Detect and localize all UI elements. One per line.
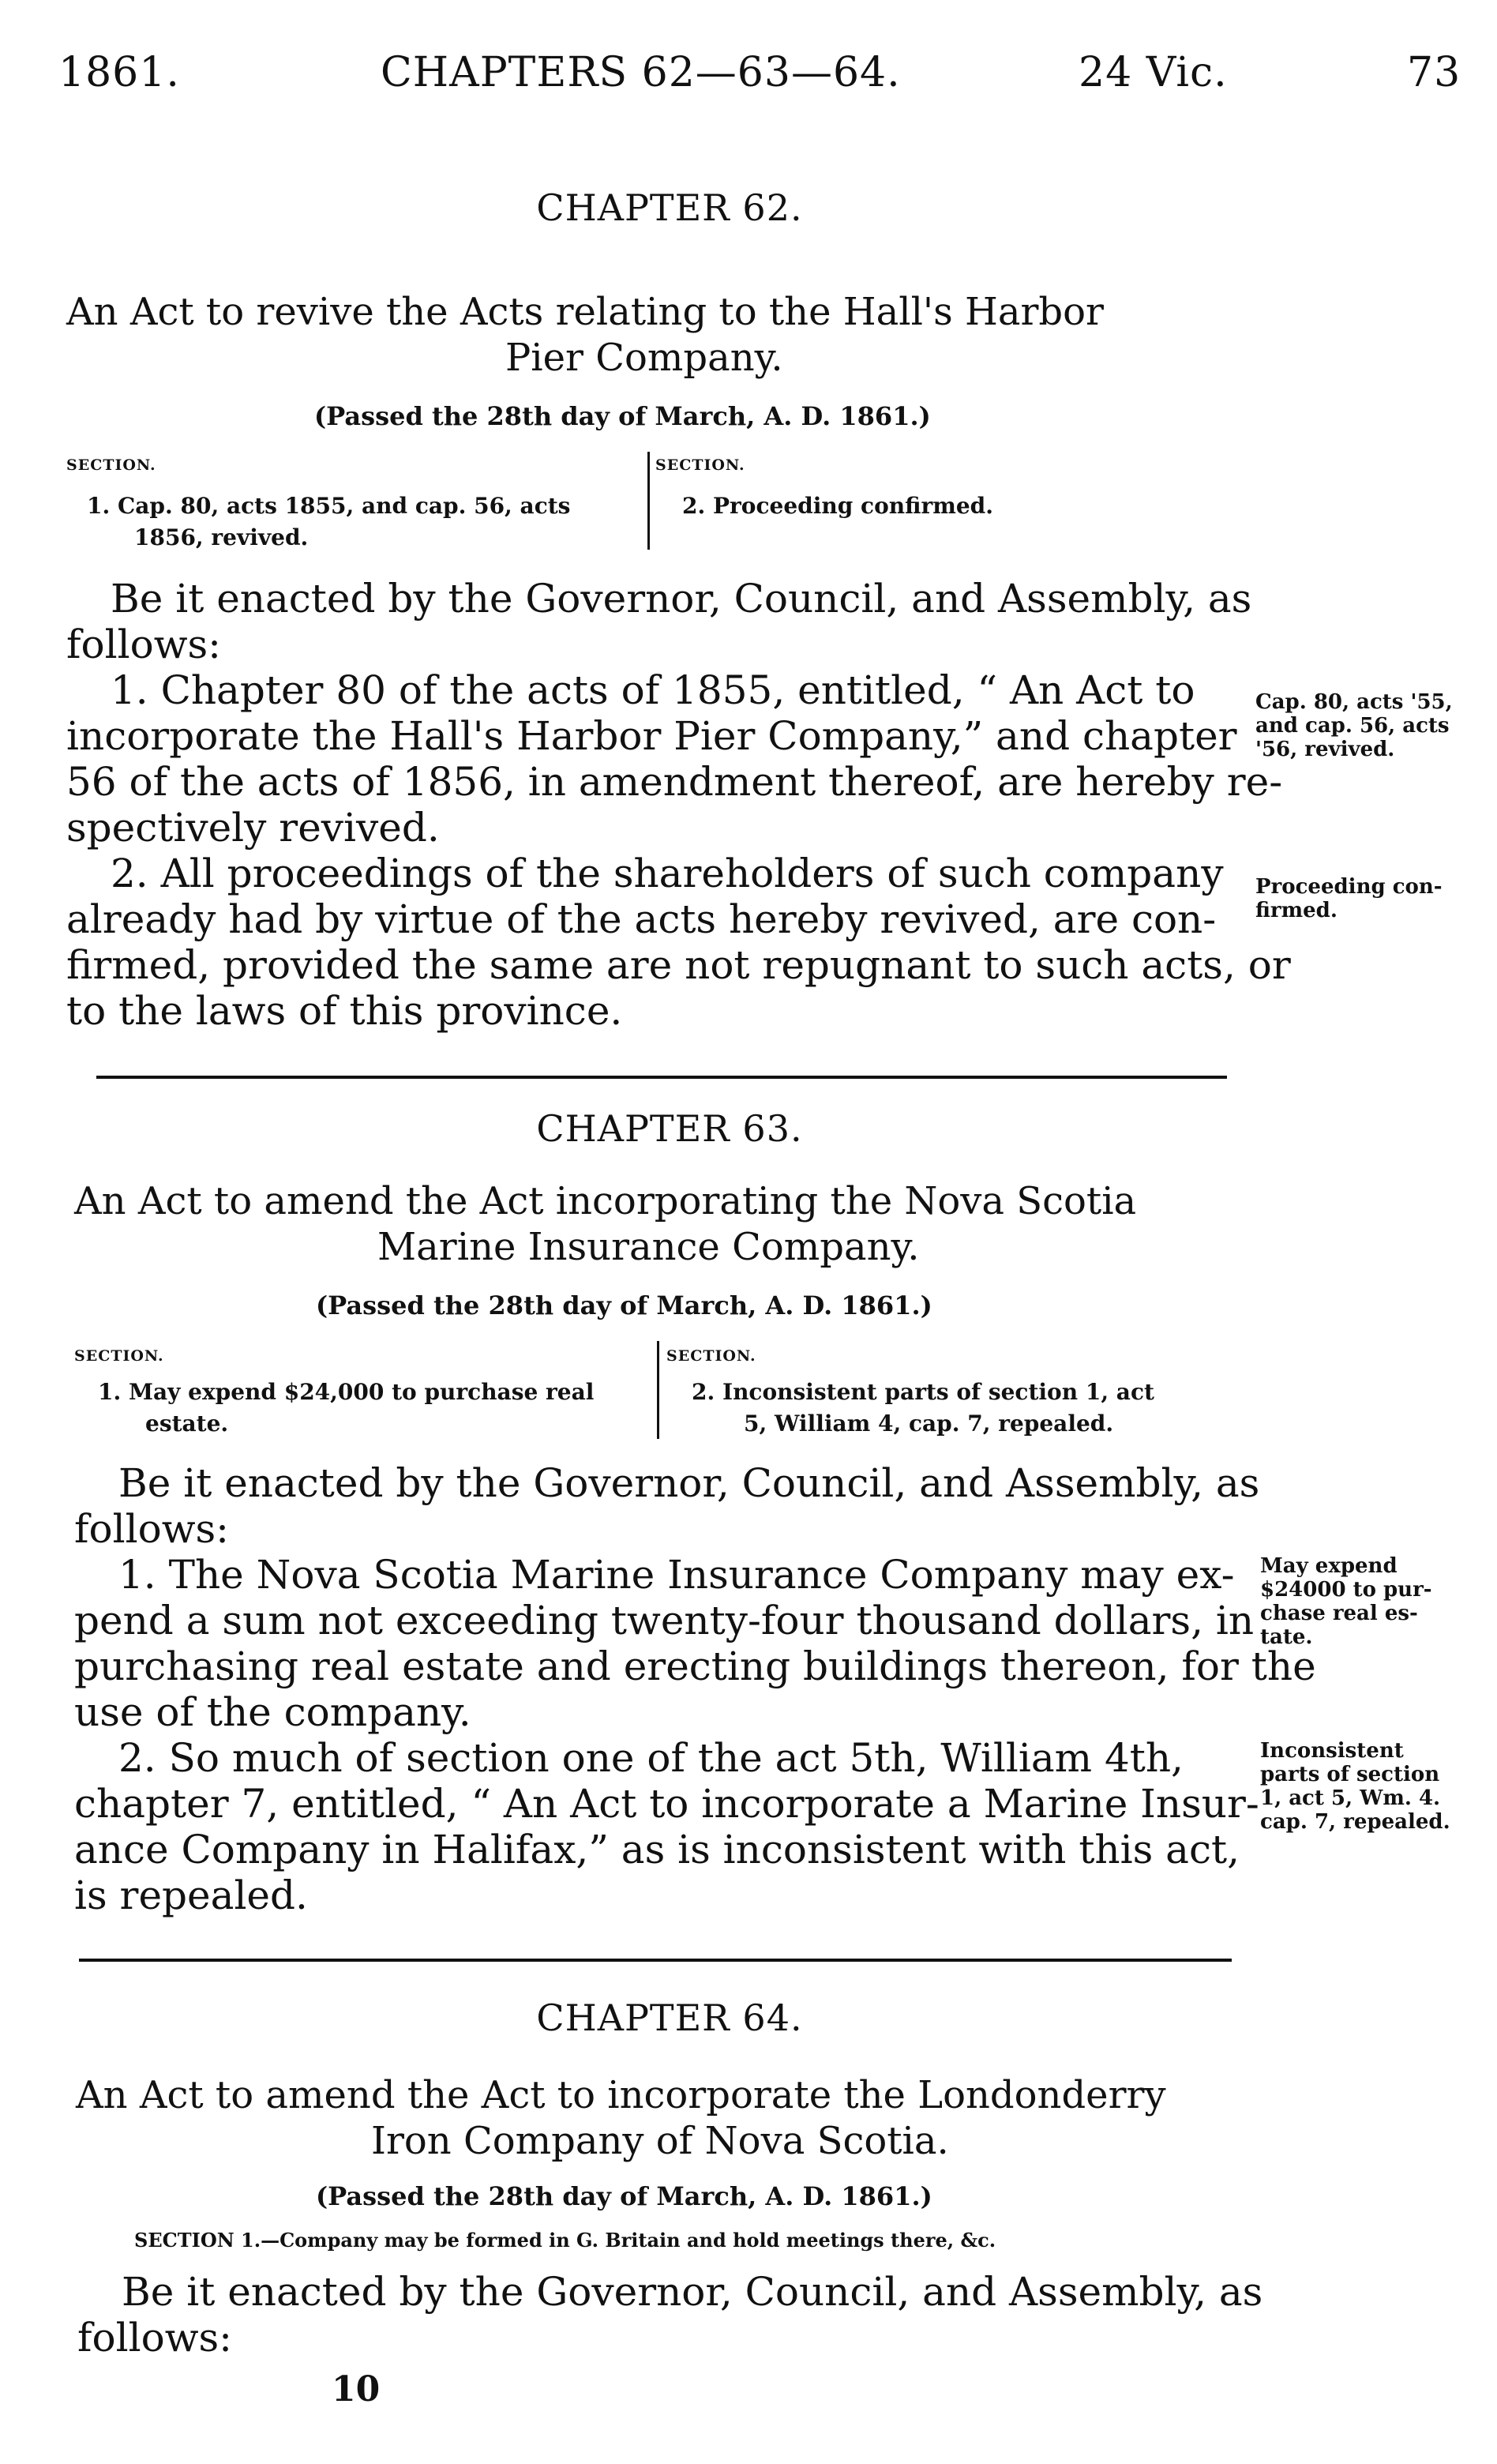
chapter-63-section-left-head: SECTION. [74, 1347, 164, 1365]
chapter-divider-rule [79, 1959, 1232, 1962]
chapter-63-body-line: follows: [74, 1506, 229, 1552]
chapter-63-section-2-line2: 5, William 4, cap. 7, repealed. [744, 1410, 1114, 1437]
chapter-64-body-line: Be it enacted by the Governor, Council, and Assembly, as [122, 2269, 1263, 2315]
chapter-62-section-right-head: SECTION. [655, 456, 745, 474]
chapter-62-body-line: Be it enacted by the Governor, Council, and Assembly, as [111, 576, 1252, 622]
chapter-63-title-line1: An Act to amend the Act incorporating the Nova Scotia [74, 1179, 1137, 1223]
header-reign: 24 Vic. [1079, 49, 1228, 96]
chapter-62-heading: CHAPTER 62. [536, 186, 803, 229]
chapter-62-section-left-head: SECTION. [66, 456, 156, 474]
chapter-62-title-line1: An Act to revive the Acts relating to the Hall's Harbor [66, 290, 1104, 334]
chapter-64-heading: CHAPTER 64. [536, 1996, 803, 2039]
header-chapters: CHAPTERS 62—63—64. [381, 49, 901, 96]
chapter-62-body-line: already had by virtue of the acts hereby revived, are con- [66, 896, 1217, 942]
chapter-63-title-line2: Marine Insurance Company. [377, 1225, 920, 1269]
chapter-63-body-line: is repealed. [74, 1872, 308, 1918]
chapter-62-section-1-line2: 1856, revived. [134, 524, 309, 550]
chapter-62-body-line: to the laws of this province. [66, 988, 623, 1034]
chapter-63-marginal-note-1: May expend $24000 to pur- chase real es- tate. [1260, 1554, 1432, 1649]
chapter-62-body-line: incorporate the Hall's Harbor Pier Company,” and chapter [66, 713, 1237, 759]
chapter-64-title-line1: An Act to amend the Act to incorporate the Londonderry [76, 2073, 1166, 2117]
chapter-62-title-line2: Pier Company. [505, 336, 783, 380]
chapter-63-section-right-head: SECTION. [666, 1347, 756, 1365]
header-year: 1861. [58, 49, 180, 96]
section-divider [657, 1341, 659, 1439]
chapter-62-body-line: 56 of the acts of 1856, in amendment thereof, are hereby re- [66, 759, 1283, 805]
chapter-63-body-line: 1. The Nova Scotia Marine Insurance Company may ex- [118, 1552, 1235, 1598]
chapter-63-body-line: purchasing real estate and erecting buildings thereon, for the [74, 1643, 1316, 1689]
page-number: 73 [1407, 49, 1461, 96]
chapter-63-marginal-note-2: Inconsistent parts of section 1, act 5, Wm. 4. cap. 7, repealed. [1260, 1739, 1450, 1834]
chapter-63-body-line: Be it enacted by the Governor, Council, and Assembly, as [118, 1460, 1260, 1506]
chapter-63-body-line: use of the company. [74, 1689, 471, 1735]
chapter-64-section-note: SECTION 1.—Company may be formed in G. Britain and hold meetings there, &c. [134, 2229, 996, 2252]
chapter-62-marginal-note-2: Proceeding con- firmed. [1255, 875, 1443, 922]
chapter-63-section-1-line2: estate. [145, 1410, 229, 1437]
chapter-64-title-line2: Iron Company of Nova Scotia. [371, 2119, 949, 2163]
chapter-63-body-line: ance Company in Halifax,” as is inconsistent with this act, [74, 1827, 1240, 1872]
chapter-63-body-line: pend a sum not exceeding twenty-four thousand dollars, in [74, 1598, 1255, 1643]
chapter-divider-rule [96, 1076, 1227, 1079]
chapter-64-body-line: follows: [77, 2315, 232, 2361]
chapter-62-body-line: follows: [66, 622, 221, 667]
chapter-63-body-line: chapter 7, entitled, “ An Act to incorporate a Marine Insur- [74, 1781, 1259, 1827]
chapter-63-section-1-line1: 1. May expend $24,000 to purchase real [98, 1379, 595, 1405]
chapter-62-body-line: 2. All proceedings of the shareholders of such company [111, 851, 1224, 896]
chapter-62-body-line: 1. Chapter 80 of the acts of 1855, entitled, “ An Act to [111, 667, 1195, 713]
chapter-63-body-line: 2. So much of section one of the act 5th, William 4th, [118, 1735, 1184, 1781]
printer-signature: 10 [332, 2369, 381, 2410]
chapter-63-passed: (Passed the 28th day of March, A. D. 1861.) [316, 1290, 932, 1320]
chapter-62-body-line: spectively revived. [66, 805, 440, 851]
chapter-63-heading: CHAPTER 63. [536, 1107, 803, 1150]
chapter-62-body-line: firmed, provided the same are not repugnant to such acts, or [66, 942, 1291, 988]
chapter-63-section-2-line1: 2. Inconsistent parts of section 1, act [692, 1379, 1154, 1405]
section-divider [647, 452, 650, 550]
chapter-62-section-2: 2. Proceeding confirmed. [682, 493, 993, 519]
chapter-62-marginal-note-1: Cap. 80, acts '55, and cap. 56, acts '56, revived. [1255, 690, 1453, 761]
chapter-62-section-1-line1: 1. Cap. 80, acts 1855, and cap. 56, acts [87, 493, 571, 519]
chapter-64-passed: (Passed the 28th day of March, A. D. 1861.) [316, 2181, 932, 2211]
chapter-62-passed: (Passed the 28th day of March, A. D. 1861.) [314, 401, 931, 431]
